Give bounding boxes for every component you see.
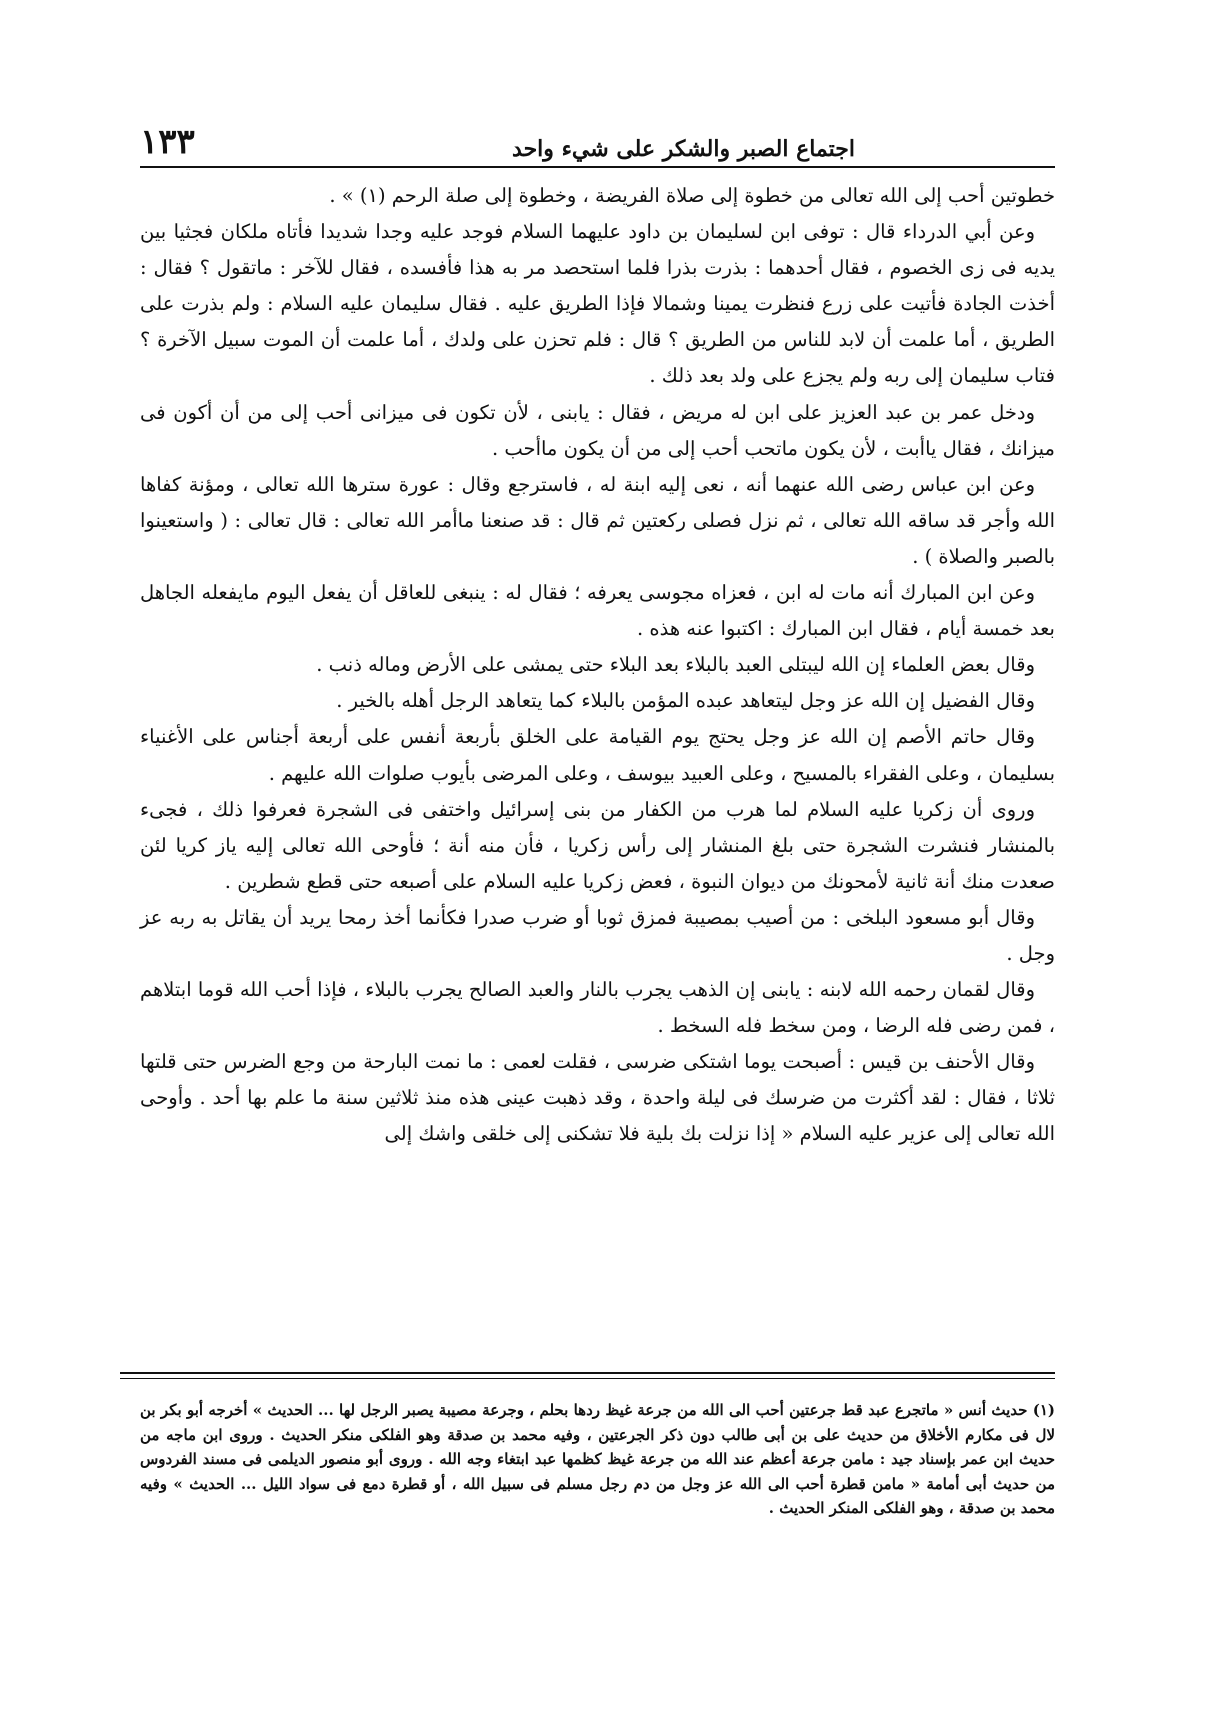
paragraph: وقال أبو مسعود البلخى : من أصيب بمصيبة فمزق ثوبا أو ضرب صدرا فكأنما أخذ رمحا يريد أن يقاتل به ربه عز وجل . (140, 905, 1055, 965)
paragraph: وعن أبي الدرداء قال : توفى ابن لسليمان بن داود عليهما السلام فوجد عليه وجدا شديدا فأتاه ملكان فجثيا بين يديه فى زى الخصوم ، فقال أحدهما : بذرت بذرا فلما استحصد مر به هذا فأفسده ، فقال للآخر : ماتقول ؟ فقال : أخذت الجادة فأتيت على زرع فنظرت يمينا وشمالا فإذا الطريق عليه . فقال سليمان عليه السلام : ولم بذرت على الطريق ، أما علمت أن لابد للناس من الطريق ؟ قال : فلم تحزن على ولدك ، أما علمت أن الموت سبيل الآخرة ؟ فتاب سليمان إلى ربه ولم يجزع على ولد بعد ذلك . (140, 220, 1055, 388)
running-title: اجتماع الصبر والشكر على شيء واحد (512, 136, 855, 162)
paragraph: وقال الأحنف بن قيس : أصبحت يوما اشتكى ضرسى ، فقلت لعمى : ما نمت البارحة من وجع الضرس حتى قلتها ثلاثا ، فقال : لقد أكثرت من ضرسك فى ليلة واحدة ، وقد ذهبت عينى هذه منذ ثلاثين سنة ما علم بها أحد . وأوحى الله تعالى إلى عزير عليه السلام « إذا نزلت بك بلية فلا تشكنى إلى خلقى واشك إلى (140, 1050, 1055, 1146)
footnotes (140, 1398, 1055, 1521)
paragraph: وقال لقمان رحمه الله لابنه : يابنى إن الذهب يجرب بالنار والعبد الصالح يجرب بالبلاء ، فإذا أحب الله قوما ابتلاهم ، فمن رضى فله الرضا ، ومن سخط فله السخط . (140, 978, 1055, 1038)
paragraph: وعن ابن المبارك أنه مات له ابن ، فعزاه مجوسى يعرفه ؛ فقال له : ينبغى للعاقل أن يفعل اليوم مايفعله الجاهل بعد خمسة أيام ، فقال ابن المبارك : اكتبوا عنه هذه . (140, 581, 1055, 641)
footnote: (١) حديث أنس « ماتجرع عبد قط جرعتين أحب الى الله من جرعة غيظ ردها بحلم ، وجرعة مصيبة يصبر الرجل لها ... الحديث » أخرجه أبو بكر بن لال فى مكارم الأخلاق من حديث على بن أبى طالب دون ذكر الجرعتين ، وفيه محمد بن صدقة وهو الفلكى منكر الحديث . وروى ابن ماجه من حديث ابن عمر بإسناد جيد : مامن جرعة أعظم عند الله من جرعة غيظ كظمها عبد ابتغاء وجه الله . وروى أبو منصور الديلمى فى مسند الفردوس من حديث أبى أمامة « مامن قطرة أحب الى الله عز وجل من دم رجل مسلم فى سبيل الله ، أو قطرة دمع فى سواد الليل ... الحديث » وفيه محمد بن صدقة ، وهو الفلكى المنكر الحديث . (140, 1401, 1055, 1517)
paragraph: وعن ابن عباس رضى الله عنهما أنه ، نعى إليه ابنة له ، فاسترجع وقال : عورة سترها الله تعالى ، ومؤنة كفاها الله وأجر قد ساقه الله تعالى ، ثم نزل فصلى ركعتين ثم قال : قد صنعنا ماأمر الله تعالى : قال تعالى : ( واستعينوا بالصبر والصلاة ) . (140, 472, 1055, 568)
paragraph-continuation: خطوتين أحب إلى الله تعالى من خطوة إلى صلاة الفريضة ، وخطوة إلى صلة الرحم (١) » . (329, 184, 1055, 207)
paragraph: وقال حاتم الأصم إن الله عز وجل يحتج يوم القيامة على الخلق بأربعة أنفس على أربعة أجناس على الأغنياء بسليمان ، وعلى الفقراء بالمسيح ، وعلى العبيد بيوسف ، وعلى المرضى بأيوب صلوات الله عليهم . (140, 725, 1055, 785)
page-number: ١٣٣ (140, 122, 195, 162)
paragraph: وقال الفضيل إن الله عز وجل ليتعاهد عبده المؤمن بالبلاء كما يتعاهد الرجل أهله بالخير . (336, 689, 1035, 713)
paragraph: ودخل عمر بن عبد العزيز على ابن له مريض ، فقال : يابنى ، لأن تكون فى ميزانى أحب إلى من أن أكون فى ميزانك ، فقال ياأبت ، لأن يكون ماتحب أحب إلى من أن يكون ماأحب . (140, 400, 1055, 460)
footnote-rule (120, 1372, 1055, 1379)
main-text (140, 178, 1055, 1153)
page-header (140, 112, 1055, 162)
paragraph: وقال بعض العلماء إن الله ليبتلى العبد بالبلاء بعد البلاء حتى يمشى على الأرض وماله ذنب . (316, 653, 1035, 677)
header-rule (140, 166, 1055, 168)
paragraph: وروى أن زكريا عليه السلام لما هرب من الكفار من بنى إسرائيل واختفى فى الشجرة فعرفوا ذلك ، فجىء بالمنشار فنشرت الشجرة حتى بلغ المنشار إلى رأس زكريا ، فأن منه أنة ؛ فأوحى الله تعالى إليه ياز كريا لئن صعدت منك أنة ثانية لأمحونك من ديوان النبوة ، فعض زكريا عليه السلام على أصبعه حتى قطع شطرين . (140, 797, 1055, 893)
